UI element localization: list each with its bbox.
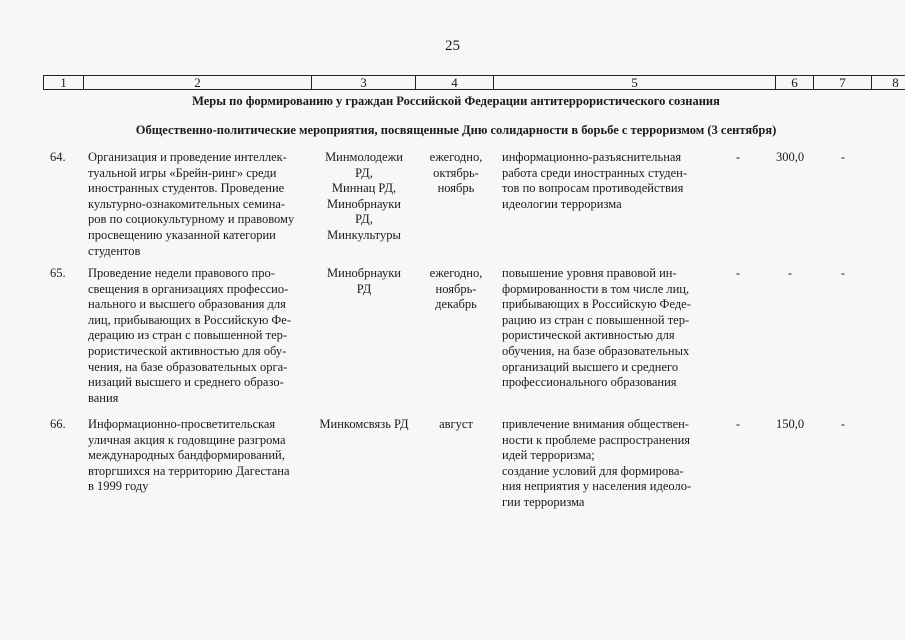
column-number: 4: [416, 76, 494, 90]
column-number: 6: [776, 76, 814, 90]
subsection-title: Общественно-политические мероприятия, посвященные Дню солидарности в борьбе с терроризмом (3 сентября): [135, 123, 777, 137]
funding-col-6: -: [735, 266, 741, 280]
funding-col-6: -: [735, 417, 741, 431]
funding-col-8: -: [840, 266, 846, 280]
row-number: 66.: [50, 417, 66, 431]
executor: Минобрнауки РД: [327, 266, 401, 296]
measure-name: Проведение недели правового про- свещения в организациях профессио- нального и высшего образования для лиц, прибывающих в Российскую Фе- дерацию из стран с повышенной тер- рористической активностью для обу- чения, на базе образовательных орга- низаций высшего и среднего образо- вания: [88, 266, 292, 405]
funding-col-7: 150,0: [775, 417, 805, 431]
column-number: 7: [814, 76, 872, 90]
funding-col-8: -: [840, 417, 846, 431]
funding-col-8: -: [840, 150, 846, 164]
term: ежегодно, ноябрь- декабрь: [429, 266, 483, 312]
funding-col-7: -: [787, 266, 793, 280]
expected-result: информационно-разъяснительная работа среди иностранных студен- тов по вопросам противодействия идеологии терроризма: [502, 150, 688, 211]
row-number: 65.: [50, 266, 66, 280]
expected-result: повышение уровня правовой ин- формированности в том числе лиц, прибывающих в Российскую Феде- рацию из стран с повышенной тер- рористической активностью для обучения, на базе образовательных организаций высшего и среднего профессионального образования: [502, 266, 691, 390]
executor: Минмолодежи РД, Миннац РД, Минобрнауки РД, Минкультуры: [325, 150, 403, 242]
column-number: 1: [44, 76, 84, 90]
term: ежегодно, октябрь- ноябрь: [429, 150, 483, 196]
column-number: 3: [312, 76, 416, 90]
measure-name: Организация и проведение интеллек- туальной игры «Брейн-ринг» среди иностранных студентов. Проведение культурно-ознакомительных семина- ров по социокультурному и правовому просвещению указанной категории студентов: [88, 150, 295, 258]
column-number: 8: [872, 76, 905, 90]
column-number: 2: [84, 76, 312, 90]
page-number: 25: [445, 38, 460, 54]
column-number-header: [43, 75, 905, 90]
term: август: [439, 417, 473, 431]
column-number: 5: [494, 76, 776, 90]
measure-name: Информационно-просветительская уличная акция к годовщине разгрома международных бандформирований, вторгшихся на территорию Дагестана в 1999 году: [88, 417, 290, 494]
funding-col-7: 300,0: [775, 150, 805, 164]
executor: Минкомсвязь РД: [319, 417, 409, 431]
funding-col-6: -: [735, 150, 741, 164]
section-title: Меры по формированию у граждан Российской Федерации антитеррористического сознания: [192, 94, 720, 108]
expected-result: привлечение внимания обществен- ности к проблеме распространения идей терроризма; создание условий для формирова- ния неприятия у населения идеоло- гии терроризма: [502, 417, 692, 509]
row-number: 64.: [50, 150, 66, 164]
